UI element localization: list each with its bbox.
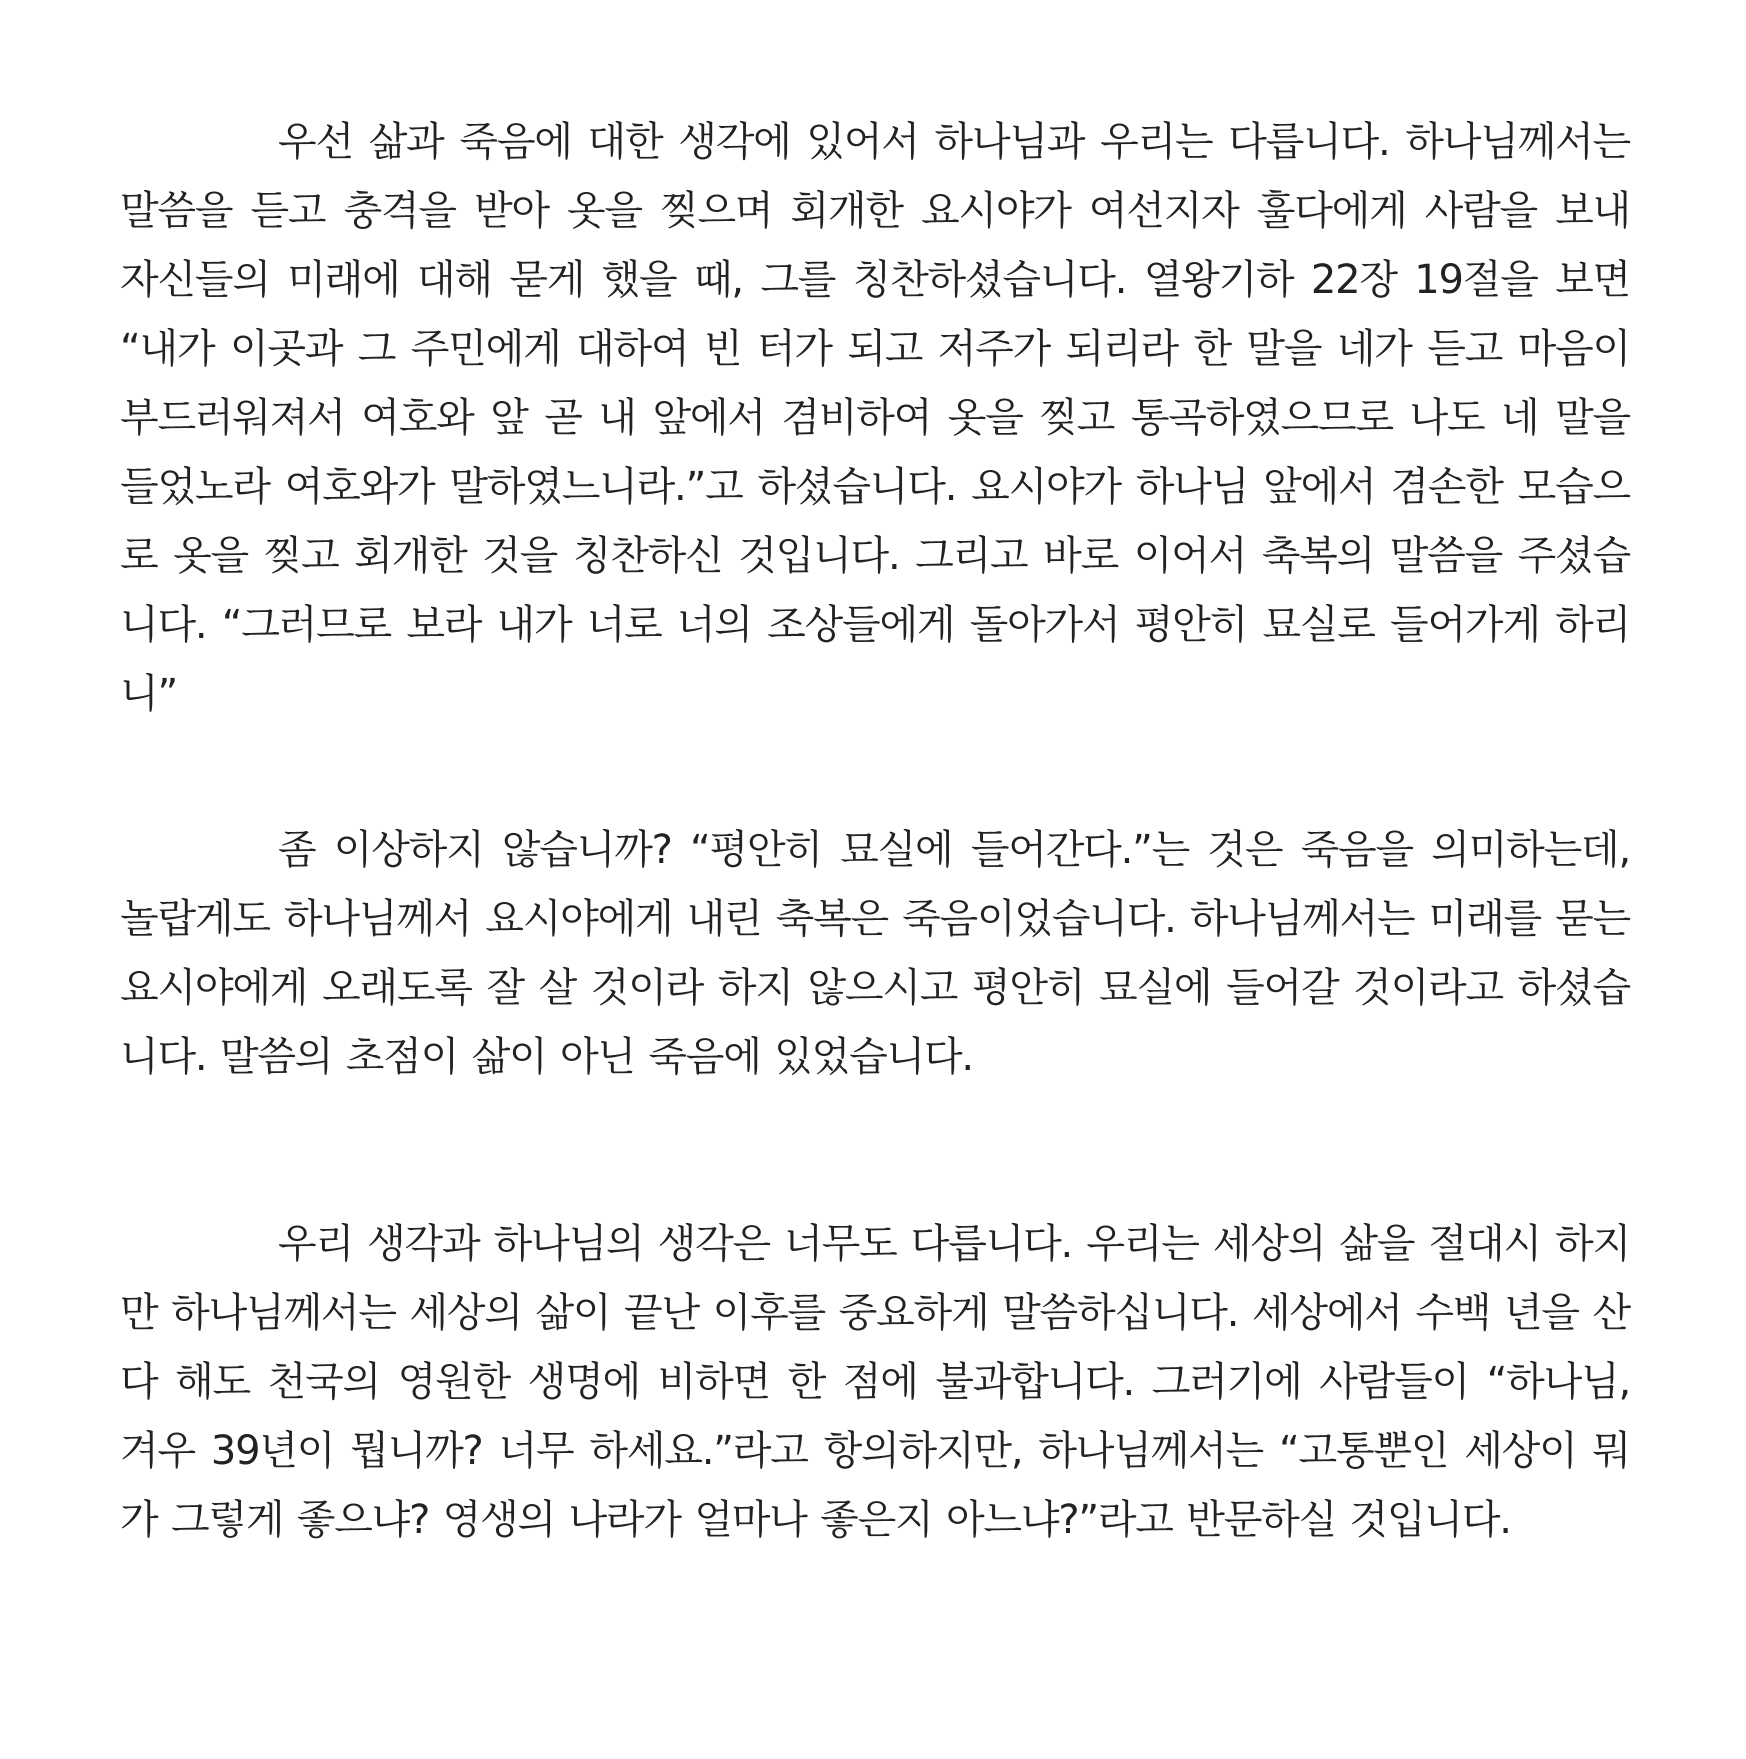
body-paragraph-1: 우선 삶과 죽음에 대한 생각에 있어서 하나님과 우리는 다릅니다. 하나님께서는 말씀을 듣고 충격을 받아 옷을 찢으며 회개한 요시야가 여선지자 훌다에게 사람을 보내 자신들의 미래에 대해 묻게 했을 때, 그를 칭찬하셨습니다. 열왕기하 22장 19절을 보면 “내가 이곳과 그 주민에게 대하여 빈 터가 되고 저주가 되리라 한 말을 네가 듣고 마음이 부드러워져서 여호와 앞 곧 내 앞에서 겸비하여 옷을 찢고 통곡하였으므로 나도 네 말을 들었노라 여호와가 말하였느니라.”고 하셨습니다. 요시야가 하나님 앞에서 겸손한 모습으로 옷을 찢고 회개한 것을 칭찬하신 것입니다. 그리고 바로 이어서 축복의 말씀을 주셨습니다. “그러므로 보라 내가 너로 너의 조상들에게 돌아가서 평안히 묘실로 들어가게 하리니”: [120, 119, 1630, 717]
body-paragraph-3: 우리 생각과 하나님의 생각은 너무도 다릅니다. 우리는 세상의 삶을 절대시 하지만 하나님께서는 세상의 삶이 끝난 이후를 중요하게 말씀하십니다. 세상에서 수백 년을 산다 해도 천국의 영원한 생명에 비하면 한 점에 불과합니다. 그러기에 사람들이 “하나님, 겨우 39년이 뭡니까? 너무 하세요.”라고 항의하지만, 하나님께서는 “고통뿐인 세상이 뭐가 그렇게 좋으냐? 영생의 나라가 얼마나 좋은지 아느냐?”라고 반문하실 것입니다.: [120, 1221, 1630, 1543]
body-paragraph-2: 좀 이상하지 않습니까? “평안히 묘실에 들어간다.”는 것은 죽음을 의미하는데, 놀랍게도 하나님께서 요시야에게 내린 축복은 죽음이었습니다. 하나님께서는 미래를 묻는 요시야에게 오래도록 잘 살 것이라 하지 않으시고 평안히 묘실에 들어갈 것이라고 하셨습니다. 말씀의 초점이 삶이 아닌 죽음에 있었습니다.: [120, 827, 1630, 1080]
